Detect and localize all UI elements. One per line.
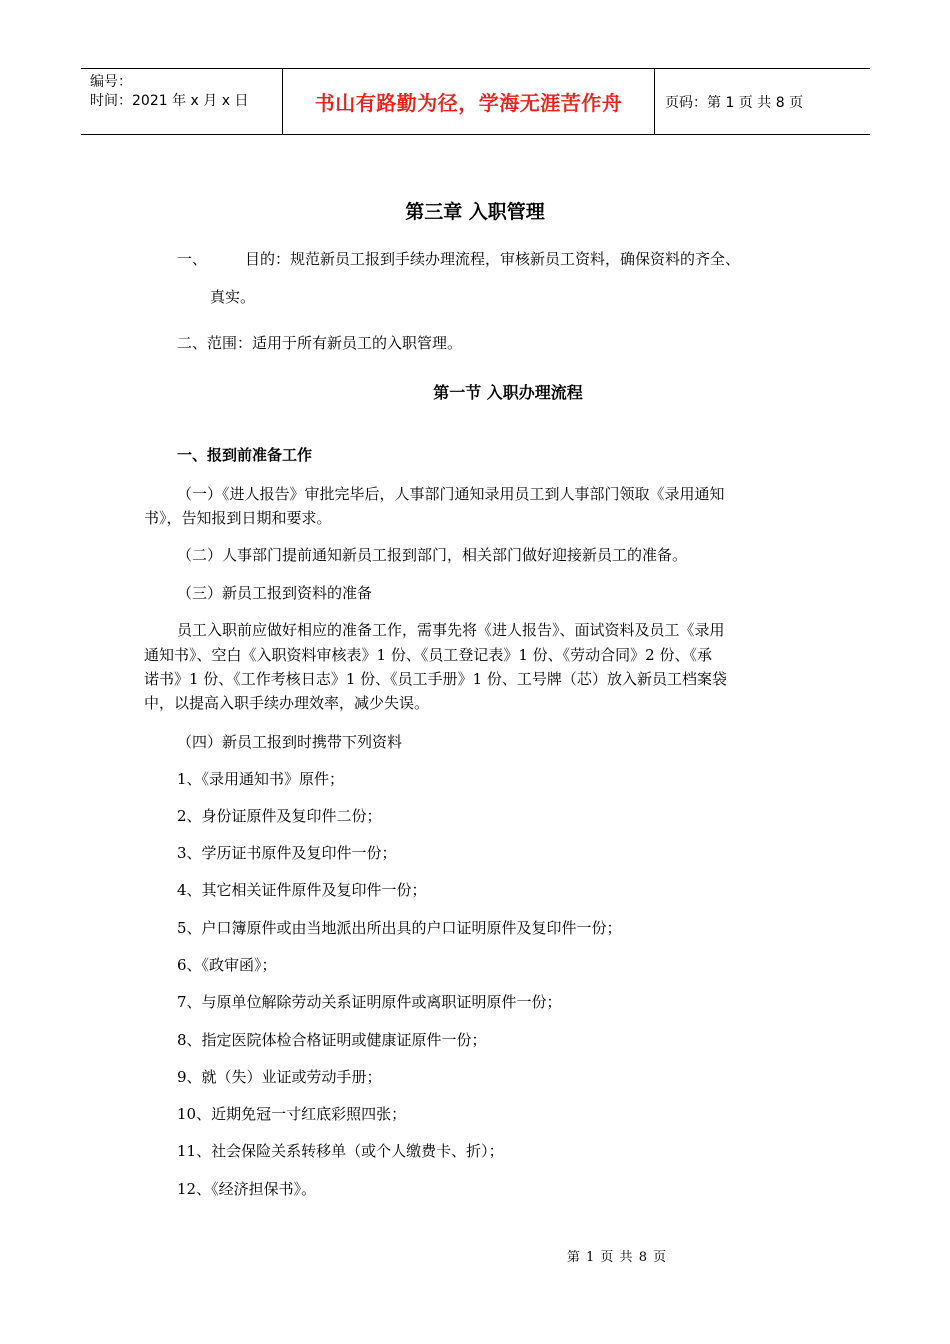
list-item: 8、指定医院体检合格证明或健康证原件一份； bbox=[177, 1031, 487, 1049]
item-3: （三）新员工报到资料的准备 bbox=[177, 584, 373, 602]
section-title: 第一节 入职办理流程 bbox=[433, 383, 583, 402]
prep-line-4: 中，以提高入职手续办理效率，减少失误。 bbox=[144, 694, 430, 712]
list-item: 5、户口簿原件或由当地派出所出具的户口证明原件及复印件一份； bbox=[177, 919, 622, 937]
subsection-title: 一、报到前准备工作 bbox=[177, 446, 313, 464]
page-footer: 第 1 页 共 8 页 bbox=[566, 1250, 668, 1265]
list-item: 11、社会保险关系转移单（或个人缴费卡、折）； bbox=[177, 1142, 504, 1160]
list-item: 3、学历证书原件及复印件一份； bbox=[177, 844, 397, 862]
list-item: 6、《政审函》； bbox=[177, 956, 277, 974]
header-motto: 书山有路勤为径，学海无涯苦作舟 bbox=[282, 69, 655, 134]
scope-text: 二、范围：适用于所有新员工的入职管理。 bbox=[177, 334, 463, 352]
prep-line-2: 通知书》、空白《入职资料审核表》1 份、《员工登记表》1 份、《劳动合同》2 份、《承 bbox=[144, 646, 712, 664]
header-meta bbox=[81, 69, 282, 134]
document-date: 时间：2021 年 x 月 x 日 bbox=[90, 93, 249, 109]
list-item: 1、《录用通知书》原件； bbox=[177, 770, 345, 788]
item-1-line-2: 书》，告知报到日期和要求。 bbox=[144, 509, 332, 527]
document-number: 编号： bbox=[90, 74, 132, 90]
item-1-line-1: （一）《进人报告》审批完毕后，人事部门通知录用员工到人事部门领取《录用通知 bbox=[177, 485, 725, 503]
purpose-text: 目的：规范新员工报到手续办理流程，审核新员工资料，确保资料的齐全、 bbox=[245, 250, 741, 268]
list-item: 9、就（失）业证或劳动手册； bbox=[177, 1068, 382, 1086]
chapter-title: 第三章 入职管理 bbox=[405, 201, 545, 223]
header-page-number: 页码：第 1 页 共 8 页 bbox=[665, 94, 804, 111]
purpose-number: 一、 bbox=[177, 250, 208, 268]
prep-line-1: 员工入职前应做好相应的准备工作，需事先将《进人报告》、面试资料及员工《录用 bbox=[177, 621, 725, 639]
purpose-text-continued: 真实。 bbox=[210, 288, 256, 306]
list-item: 2、身份证原件及复印件二份； bbox=[177, 807, 382, 825]
list-item: 7、与原单位解除劳动关系证明原件或离职证明原件一份； bbox=[177, 993, 562, 1011]
item-4: （四）新员工报到时携带下列资料 bbox=[177, 733, 403, 751]
list-item: 4、其它相关证件原件及复印件一份； bbox=[177, 881, 427, 899]
header-table bbox=[81, 68, 870, 135]
list-item: 10、近期免冠一寸红底彩照四张； bbox=[177, 1105, 407, 1123]
list-item: 12、《经济担保书》。 bbox=[177, 1180, 317, 1198]
item-2: （二）人事部门提前通知新员工报到部门，相关部门做好迎接新员工的准备。 bbox=[177, 546, 688, 564]
prep-line-3: 诺书》1 份、《工作考核日志》1 份、《员工手册》1 份、工号牌（芯）放入新员工档案袋 bbox=[144, 670, 727, 688]
